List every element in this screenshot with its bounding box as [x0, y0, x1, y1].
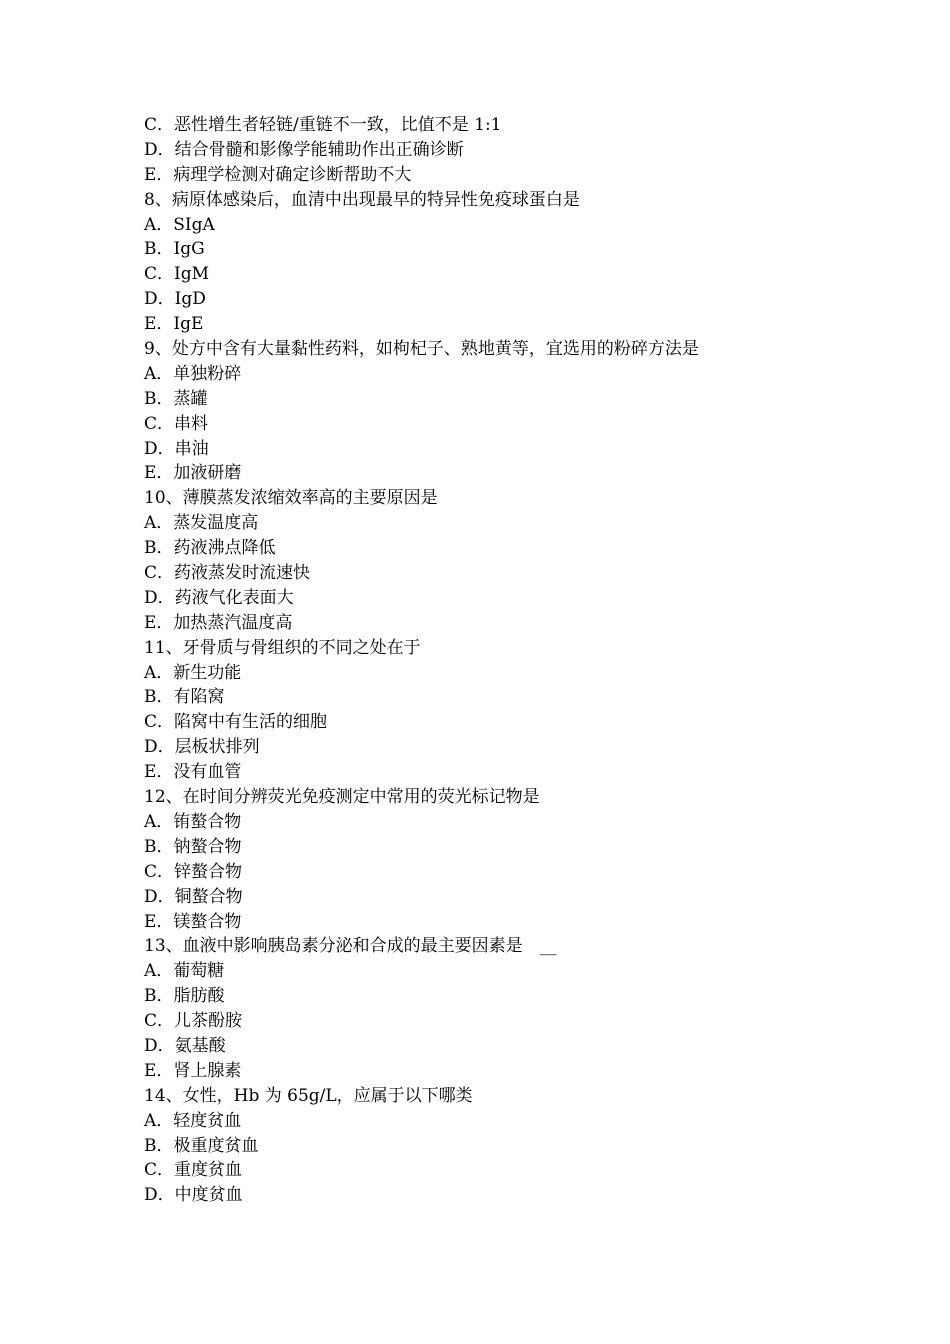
option-text: E．加热蒸汽温度高	[144, 612, 293, 633]
option-text: A．铕螯合物	[144, 811, 242, 832]
question-text: 11、牙骨质与骨组织的不同之处在于	[144, 637, 421, 658]
option-text: D．层板状排列	[144, 737, 260, 758]
option-text: B．IgG	[144, 239, 205, 260]
option-text: A．新生功能	[144, 662, 242, 683]
option-text: C．重度贫血	[144, 1160, 243, 1181]
option-text: B．极重度贫血	[144, 1135, 259, 1156]
option-text: B．蒸罐	[144, 388, 208, 409]
option-text: A．轻度贫血	[144, 1110, 242, 1131]
option-text: A．葡萄糖	[144, 961, 225, 982]
question-text: 12、在时间分辨荧光免疫测定中常用的荧光标记物是	[144, 787, 540, 808]
option-text: C．锌螯合物	[144, 861, 243, 882]
question-text: 8、病原体感染后，血清中出现最早的特异性免疫球蛋白是	[144, 189, 580, 210]
option-text: B．钠螯合物	[144, 836, 242, 857]
option-text: E．肾上腺素	[144, 1060, 242, 1081]
option-text: D．铜螯合物	[144, 886, 243, 907]
option-text: D．结合骨髓和影像学能辅助作出正确诊断	[144, 139, 464, 160]
option-text: E．病理学检测对确定诊断帮助不大	[144, 164, 412, 185]
option-text: D．串油	[144, 438, 209, 459]
option-text: E．没有血管	[144, 762, 242, 783]
option-text: E．镁螯合物	[144, 911, 242, 932]
option-text: E．IgE	[144, 314, 204, 335]
option-text: A．蒸发温度高	[144, 513, 259, 534]
option-text: E．加液研磨	[144, 463, 242, 484]
option-text: D．IgD	[144, 289, 206, 310]
option-text: D．中度贫血	[144, 1185, 243, 1206]
option-text: B．有陷窝	[144, 687, 225, 708]
question-text: 10、薄膜蒸发浓缩效率高的主要原因是	[144, 488, 438, 509]
option-text: B．药液沸点降低	[144, 538, 276, 559]
option-text: D．药液气化表面大	[144, 587, 294, 608]
option-text: B．脂肪酸	[144, 986, 225, 1007]
option-text: C．药液蒸发时流速快	[144, 563, 311, 584]
option-text: C．儿茶酚胺	[144, 1011, 243, 1032]
option-text: C．IgM	[144, 264, 210, 285]
option-text: A．SIgA	[144, 214, 215, 235]
question-text: 14、女性，Hb 为 65g/L，应属于以下哪类	[144, 1085, 473, 1106]
option-text: A．单独粉碎	[144, 363, 242, 384]
question-text: 13、血液中影响胰岛素分泌和合成的最主要因素是 __	[144, 936, 557, 957]
option-text: C．恶性增生者轻链/重链不一致，比值不是 1:1	[144, 115, 502, 135]
question-text: 9、处方中含有大量黏性药料，如枸杞子、熟地黄等，宜选用的粉碎方法是	[144, 339, 699, 360]
option-text: D．氨基酸	[144, 1035, 226, 1056]
document-body	[144, 113, 844, 1208]
option-text: C．陷窝中有生活的细胞	[144, 712, 328, 733]
option-text: C．串料	[144, 413, 209, 434]
